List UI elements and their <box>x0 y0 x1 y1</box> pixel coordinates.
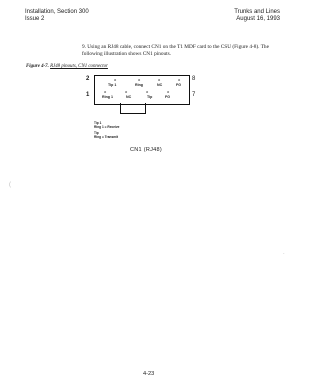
pin-dot: o <box>114 77 117 82</box>
rj48-pinout-diagram <box>82 71 232 163</box>
section-title: Installation, Section 300 <box>25 9 89 15</box>
pin-label: NC <box>157 83 163 87</box>
pin-dot: o <box>104 89 107 94</box>
signal-legend: Tip 1 Ring 1 = Receive Tip Ring = Transmit <box>94 121 120 139</box>
pin-dot: o <box>125 89 128 94</box>
issue-date: August 16, 1993 <box>236 16 280 22</box>
figure-title: RJ48 pinouts, CN1 connector <box>50 64 108 69</box>
margin-mark: . <box>283 250 285 256</box>
pin-number-2: 2 <box>86 76 90 82</box>
pin-dot: o <box>167 89 170 94</box>
page-number: 4-23 <box>143 371 155 377</box>
legend-transmit: Tip <box>94 131 99 135</box>
pin-number-7: 7 <box>192 92 196 98</box>
pin-label: Ring 1 <box>102 95 113 99</box>
pin-label: Ring <box>135 83 143 87</box>
instruction-step: 9. Using an RJ48 cable, connect CN1 on the T1 MDF card to the CSU (Figure 4-8). The following illustration shows CN1 pinouts. <box>82 44 269 57</box>
connector-body <box>94 75 190 105</box>
chapter-title: Trunks and Lines <box>234 9 280 15</box>
pin-dot: o <box>146 89 149 94</box>
pin-label: Tip <box>147 95 153 99</box>
figure-number: Figure 4-7. <box>26 64 49 69</box>
issue-label: Issue 2 <box>25 16 45 22</box>
header-left <box>25 9 89 23</box>
pin-dot: o <box>158 77 161 82</box>
connector-latch-tab <box>120 103 146 114</box>
pin-label: FG <box>176 83 181 87</box>
pin-number-1: 1 <box>86 92 90 98</box>
figure-caption <box>26 64 108 69</box>
pin-dot: o <box>138 77 141 82</box>
legend-receive: Tip 1 <box>94 121 102 125</box>
pin-label: FG <box>165 95 170 99</box>
pin-label: Tip 1 <box>108 83 117 87</box>
pin-dot: o <box>178 77 181 82</box>
margin-mark: ( <box>9 182 11 188</box>
pin-number-8: 8 <box>192 76 196 82</box>
header-right <box>234 9 280 23</box>
pin-label: NC <box>126 95 132 99</box>
connector-name: CN1 (RJ48) <box>130 147 163 153</box>
